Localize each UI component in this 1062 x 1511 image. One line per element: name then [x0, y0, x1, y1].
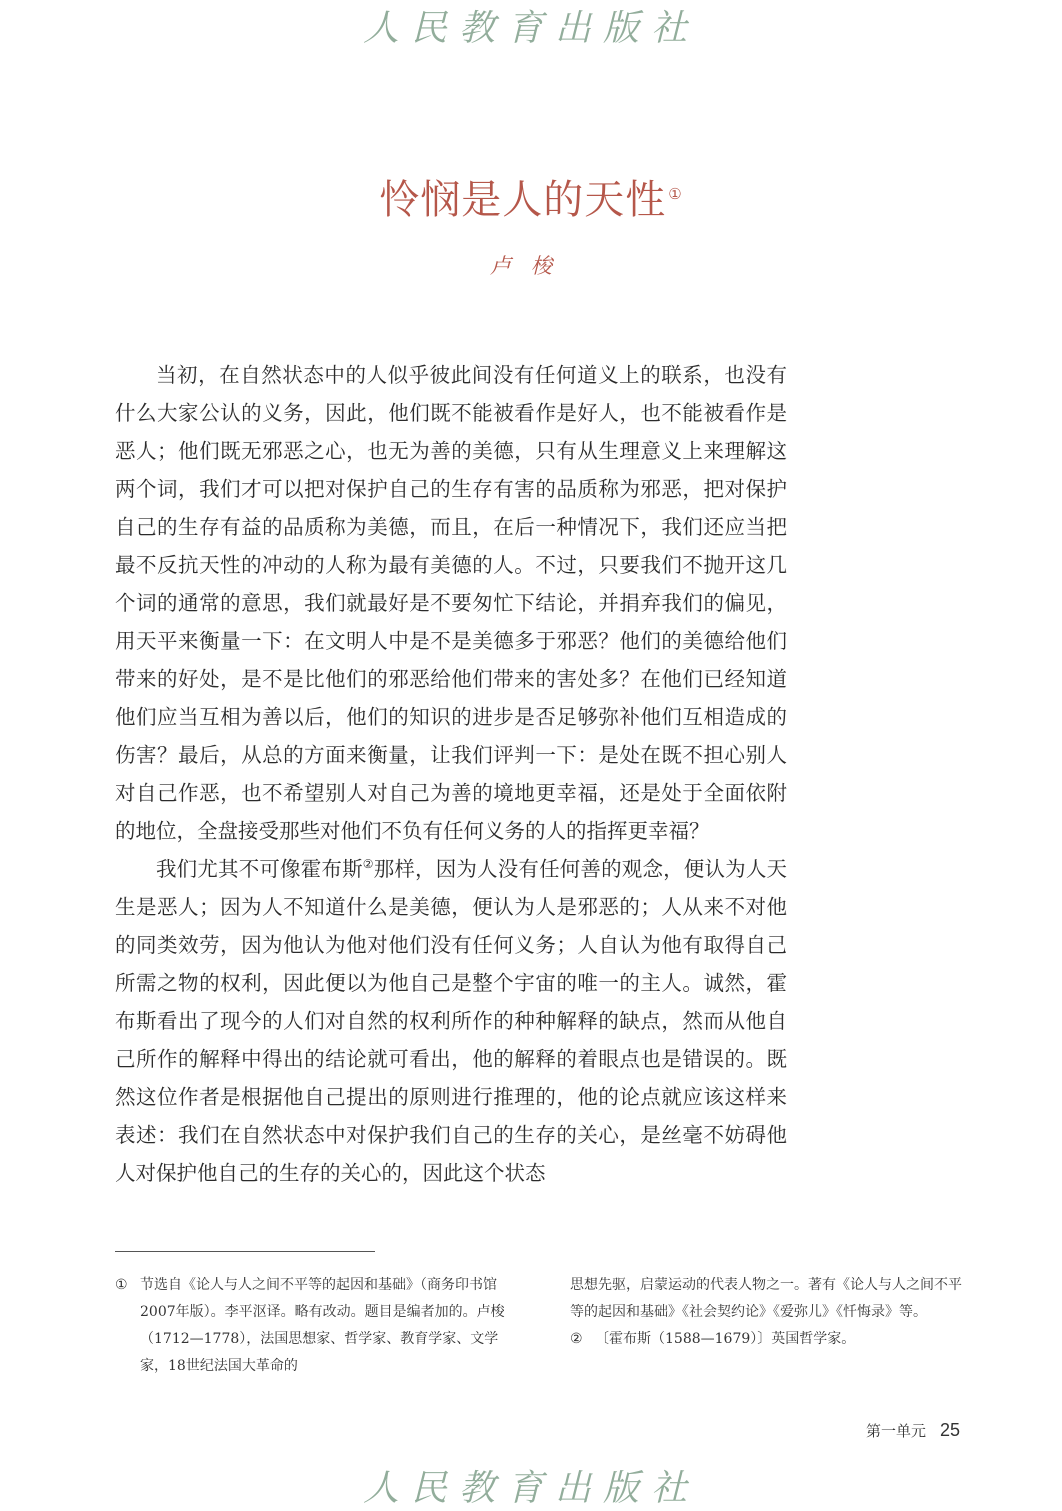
paragraph-1: 当初，在自然状态中的人似乎彼此间没有任何道义上的联系，也没有什么大家公认的义务，因此，他们既不能被看作是好人，也不能被看作是恶人；他们既无邪恶之心，也无为善的美德，只有从生理意义上来理解这两个词，我们才可以把对保护自己的生存有害的品质称为邪恶，把对保护自己的生存有益的品质称为美德，而且，在后一种情况下，我们还应当把最不反抗天性的冲动的人称为最有美德的人。不过，只要我们不抛开这几个词的通常的意思，我们就最好是不要匆忙下结论，并捐弃我们的偏见，用天平来衡量一下：在文明人中是不是美德多于邪恶？他们的美德给他们带来的好处，是不是比他们的邪恶给他们带来的害处多？在他们已经知道他们应当互相为善以后，他们的知识的进步是否足够弥补他们互相造成的伤害？最后，从总的方面来衡量，让我们评判一下：是处在既不担心别人对自己作恶，也不希望别人对自己为善的境地更幸福，还是处于全面依附的地位，全盘接受那些对他们不负有任何义务的人的指挥更幸福？	[115, 363, 787, 843]
publisher-watermark-top: 人民教育出版社	[362, 8, 699, 49]
page-number: 25	[939, 1420, 960, 1440]
article-title-block	[0, 168, 1062, 225]
paragraph-2: 我们尤其不可像霍布斯②那样，因为人没有任何善的观念，便认为人天生是恶人；因为人不知道什么是美德，便认为人是邪恶的；人从来不对他的同类效劳，因为他认为他对他们没有任何义务；人自认为他有取得自己所需之物的权利，因此便以为他自己是整个宇宙的唯一的主人。诚然，霍布斯看出了现今的人们对自然的权利所作的种种解释的缺点，然而从他自己所作的解释中得出的结论就可看出，他的解释的着眼点也是错误的。既然这位作者是根据他自己提出的原则进行推理的，他的论点就应该这样来表述：我们在自然状态中对保护我们自己的生存的关心，是丝毫不妨碍他人对保护他自己的生存的关心的，因此这个状态	[115, 857, 788, 1185]
footnote-1	[115, 1272, 510, 1380]
footnote-2-marker: ②	[570, 1331, 583, 1347]
publisher-watermark-bottom: 人民教育出版社	[362, 1468, 699, 1509]
title-footnote-marker[interactable]: ①	[668, 184, 683, 203]
unit-label: 第一单元	[865, 1423, 926, 1440]
footnotes-right-column	[570, 1272, 965, 1353]
footnote-1-continued: 思想先驱，启蒙运动的代表人物之一。著有《论人与人之间不平等的起因和基础》《社会契约论》《爱弥儿》《忏悔录》等。	[570, 1277, 962, 1320]
footnotes-left-column	[115, 1272, 510, 1380]
page-footer	[866, 1420, 960, 1441]
footnote-2-text: 〔霍布斯（1588—1679）〕英国哲学家。	[595, 1331, 856, 1347]
article-body	[115, 356, 787, 1192]
article-title: 怜悯是人的天性	[379, 177, 667, 223]
footnote-2	[570, 1326, 965, 1353]
article-author: 卢梭	[490, 254, 572, 278]
footnote-ref-2[interactable]: ②	[362, 857, 374, 872]
footnote-1-text: 节选自《论人与人之间不平等的起因和基础》（商务印书馆2007年版）。李平沤译。略有改动。题目是编者加的。卢梭（1712—1778），法国思想家、哲学家、教育学家、文学家，18世纪法国大革命的	[140, 1277, 505, 1374]
footnote-divider	[115, 1251, 375, 1252]
footnote-1-marker: ①	[115, 1277, 128, 1293]
